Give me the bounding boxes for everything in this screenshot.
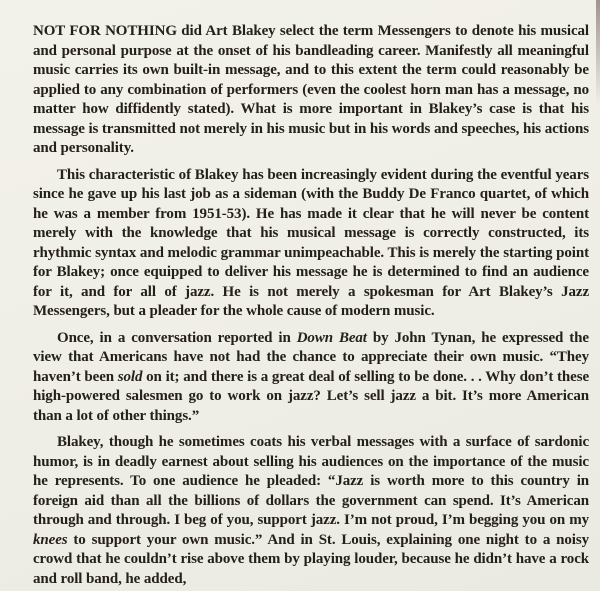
text-column [33,22,589,589]
scan-edge-shadow [596,0,600,105]
body-text: by John Tynan, he expressed the view that Americans have not had the chance to appreciate their own music. “They haven’t been [33,329,589,385]
body-text: on it; and there is a great deal of selling to be done. . . Why don’t these high-powered salesmen go to work on jazz? Let’s sell jazz a bit. It’s more American than a lot of other things.” [33,368,589,424]
paragraph [33,433,589,589]
body-text: to support your own music.” And in St. Louis, explaining one night to a noisy crowd that he couldn’t rise above them by playing louder, because he didn’t have a rock and roll band, he added, [33,531,589,587]
body-text: This characteristic of Blakey has been increasingly evident during the eventful years since he gave up his last job as a sideman (with the Buddy De Franco quartet, of which he was a member from 1951-53). He has made it clear that he will never be content merely with the knowledge that his musical message is correctly constructed, its rhythmic syntax and melodic grammar unimpeachable. This is merely the starting point for Blakey; once equipped to deliver his message he is determined to find an audience for it, and for all of jazz. He is not merely a spokesman for Art Blakey’s Jazz Messengers, but a pleader for the whole cause of modern music. [33,166,589,319]
paragraph [33,22,589,159]
paragraph [33,166,589,322]
emphasized-text: Down Beat [296,329,367,346]
emphasized-text: sold [117,368,143,385]
paragraph [33,329,589,427]
body-text: Once, in a conversation reported in [57,329,297,346]
emphasized-text: knees [33,531,68,548]
body-text: Blakey, though he sometimes coats his verbal messages with a surface of sardonic humor, is in deadly earnest about selling his audiences on the importance of the music he represents. To one audience he pleaded: “Jazz is worth more to this country in foreign aid than all the billions of dollars the government can spend. It’s American through and through. I beg of you, support jazz. I’m not proud, I’m begging you on my [33,434,589,528]
body-text: NOT FOR NOTHING did Art Blakey select the term Messengers to denote his musical and personal purpose at the onset of his bandleading career. Manifestly all meaningful music carries its own built-in message, and to this extent the term could reasonably be applied to any combination of performers (even the coolest horn man has a message, no matter how diffidently stated). What is more important in Blakey’s case is that his message is transmitted not merely in his music but in his words and speeches, his actions and personality. [33,23,589,156]
